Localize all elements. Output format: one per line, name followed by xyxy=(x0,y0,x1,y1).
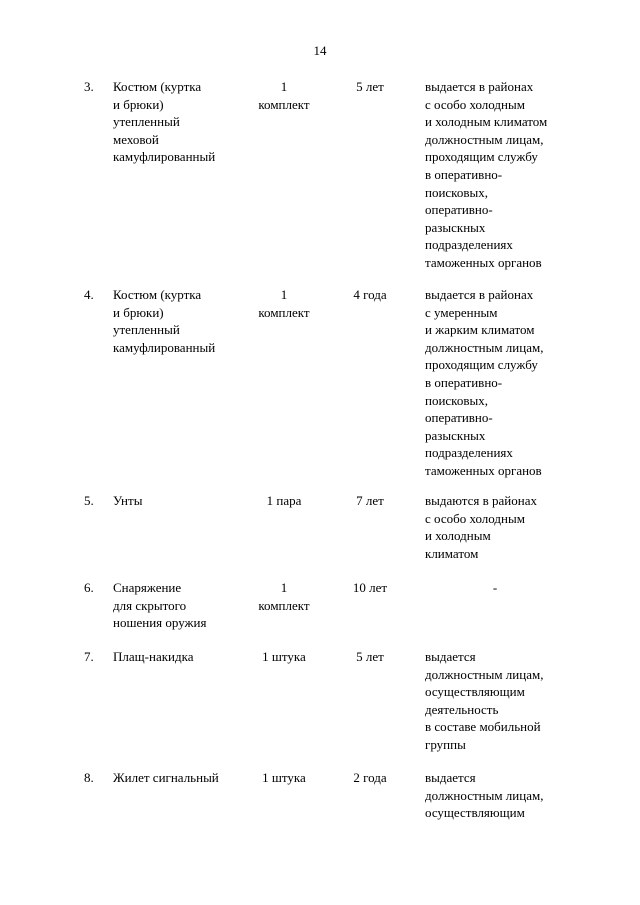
row-number xyxy=(84,492,94,510)
item-quantity xyxy=(240,286,328,321)
row-number xyxy=(84,286,94,304)
item-name-line: Жилет сигнальный xyxy=(113,770,219,785)
row-number-line: 6. xyxy=(84,580,94,595)
issue-note-line: и жарким климатом xyxy=(425,322,535,338)
issue-note-line: проходящим службу xyxy=(425,149,538,165)
wear-term-line: 5 лет xyxy=(356,649,384,664)
item-quantity xyxy=(240,648,328,666)
item-name xyxy=(113,579,206,632)
issue-note-line: выдается в районах xyxy=(425,287,534,302)
item-name-line: Снаряжение xyxy=(113,580,182,595)
item-name-line: Плащ-накидка xyxy=(113,649,194,664)
wear-term-line: 4 года xyxy=(353,287,387,302)
item-name-line: камуфлированный xyxy=(113,339,216,355)
row-number-line: 3. xyxy=(84,79,94,94)
item-name xyxy=(113,78,215,166)
issue-note-line: подразделениях xyxy=(425,445,513,461)
issue-note-line: должностным лицам, xyxy=(425,666,544,682)
page-number: 14 xyxy=(313,43,327,58)
row-number xyxy=(84,648,94,666)
item-name-line: камуфлированный xyxy=(113,149,216,165)
issue-note xyxy=(425,579,565,597)
issue-note xyxy=(425,286,543,480)
item-name xyxy=(113,648,194,666)
issue-note-line: выдаются в районах xyxy=(425,493,537,508)
issue-note-line: должностным лицам, xyxy=(425,131,544,147)
item-quantity-line: комплект xyxy=(258,597,310,613)
issue-note-line: с умеренным xyxy=(425,304,498,320)
issue-note-line: подразделениях xyxy=(425,237,513,253)
issue-note xyxy=(425,769,543,822)
issue-note-line: оперативно- xyxy=(425,202,493,218)
wear-term xyxy=(330,648,410,666)
item-quantity-line: 1 xyxy=(280,79,288,94)
issue-note-line: в составе мобильной xyxy=(425,719,541,735)
issue-note-line: выдается в районах xyxy=(425,79,534,94)
issue-note-line: осуществляющим xyxy=(425,684,525,700)
item-quantity-line: 1 штука xyxy=(262,770,306,785)
issue-note-line: должностным лицам, xyxy=(425,787,544,803)
issue-note-line: в оперативно- xyxy=(425,166,503,182)
item-quantity xyxy=(240,492,328,510)
item-name xyxy=(113,492,142,510)
issue-note-line: проходящим службу xyxy=(425,357,538,373)
issue-note-line: поисковых, xyxy=(425,184,488,200)
item-name-line: и брюки) xyxy=(113,96,164,112)
row-number xyxy=(84,769,94,787)
item-name-line: для скрытого xyxy=(113,597,187,613)
issue-note-line: в оперативно- xyxy=(425,374,503,390)
item-name-line: Унты xyxy=(113,493,143,508)
wear-term-line: 7 лет xyxy=(356,493,384,508)
issue-note-line: деятельность xyxy=(425,701,499,717)
row-number xyxy=(84,579,94,597)
item-quantity-line: комплект xyxy=(258,96,310,112)
issue-note-line: - xyxy=(492,580,498,595)
item-quantity-line: 1 xyxy=(280,287,288,302)
item-quantity-line: 1 штука xyxy=(262,649,306,664)
item-quantity-line: 1 xyxy=(280,580,288,595)
item-quantity-line: комплект xyxy=(258,304,310,320)
item-name-line: меховой xyxy=(113,131,159,147)
item-name-line: и брюки) xyxy=(113,304,164,320)
issue-note-line: с особо холодным xyxy=(425,510,525,526)
issue-note-line: разыскных xyxy=(425,219,486,235)
issue-note-line: должностным лицам, xyxy=(425,339,544,355)
issue-note xyxy=(425,492,537,562)
row-number-line: 5. xyxy=(84,493,94,508)
issue-note-line: и холодным климатом xyxy=(425,114,548,130)
issue-note-line: и холодным xyxy=(425,528,491,544)
wear-term xyxy=(330,492,410,510)
issue-note-line: осуществляющим xyxy=(425,805,525,821)
wear-term xyxy=(330,78,410,96)
issue-note xyxy=(425,648,543,754)
item-name-line: Костюм (куртка xyxy=(113,287,202,302)
row-number-line: 7. xyxy=(84,649,94,664)
wear-term-line: 5 лет xyxy=(356,79,384,94)
issue-note-line: разыскных xyxy=(425,427,486,443)
item-quantity-line: 1 пара xyxy=(266,493,302,508)
row-number xyxy=(84,78,94,96)
issue-note xyxy=(425,78,547,272)
item-quantity xyxy=(240,78,328,113)
issue-note-line: группы xyxy=(425,736,466,752)
issue-note-line: с особо холодным xyxy=(425,96,525,112)
item-name-line: утепленный xyxy=(113,114,180,130)
row-number-line: 8. xyxy=(84,770,94,785)
issue-note-line: таможенных органов xyxy=(425,254,542,270)
issue-note-line: поисковых, xyxy=(425,392,488,408)
wear-term-line: 2 года xyxy=(353,770,387,785)
wear-term xyxy=(330,579,410,597)
issue-note-line: выдается xyxy=(425,770,476,785)
item-name-line: Костюм (куртка xyxy=(113,79,202,94)
item-name xyxy=(113,286,215,356)
issue-note-line: оперативно- xyxy=(425,410,493,426)
item-quantity xyxy=(240,769,328,787)
issue-note-line: выдается xyxy=(425,649,476,664)
item-name-line: ношения оружия xyxy=(113,615,207,631)
wear-term xyxy=(330,286,410,304)
item-name-line: утепленный xyxy=(113,322,180,338)
issue-note-line: климатом xyxy=(425,545,479,561)
wear-term-line: 10 лет xyxy=(352,580,388,595)
item-name xyxy=(113,769,219,787)
item-quantity xyxy=(240,579,328,614)
issue-note-line: таможенных органов xyxy=(425,462,542,478)
wear-term xyxy=(330,769,410,787)
row-number-line: 4. xyxy=(84,287,94,302)
